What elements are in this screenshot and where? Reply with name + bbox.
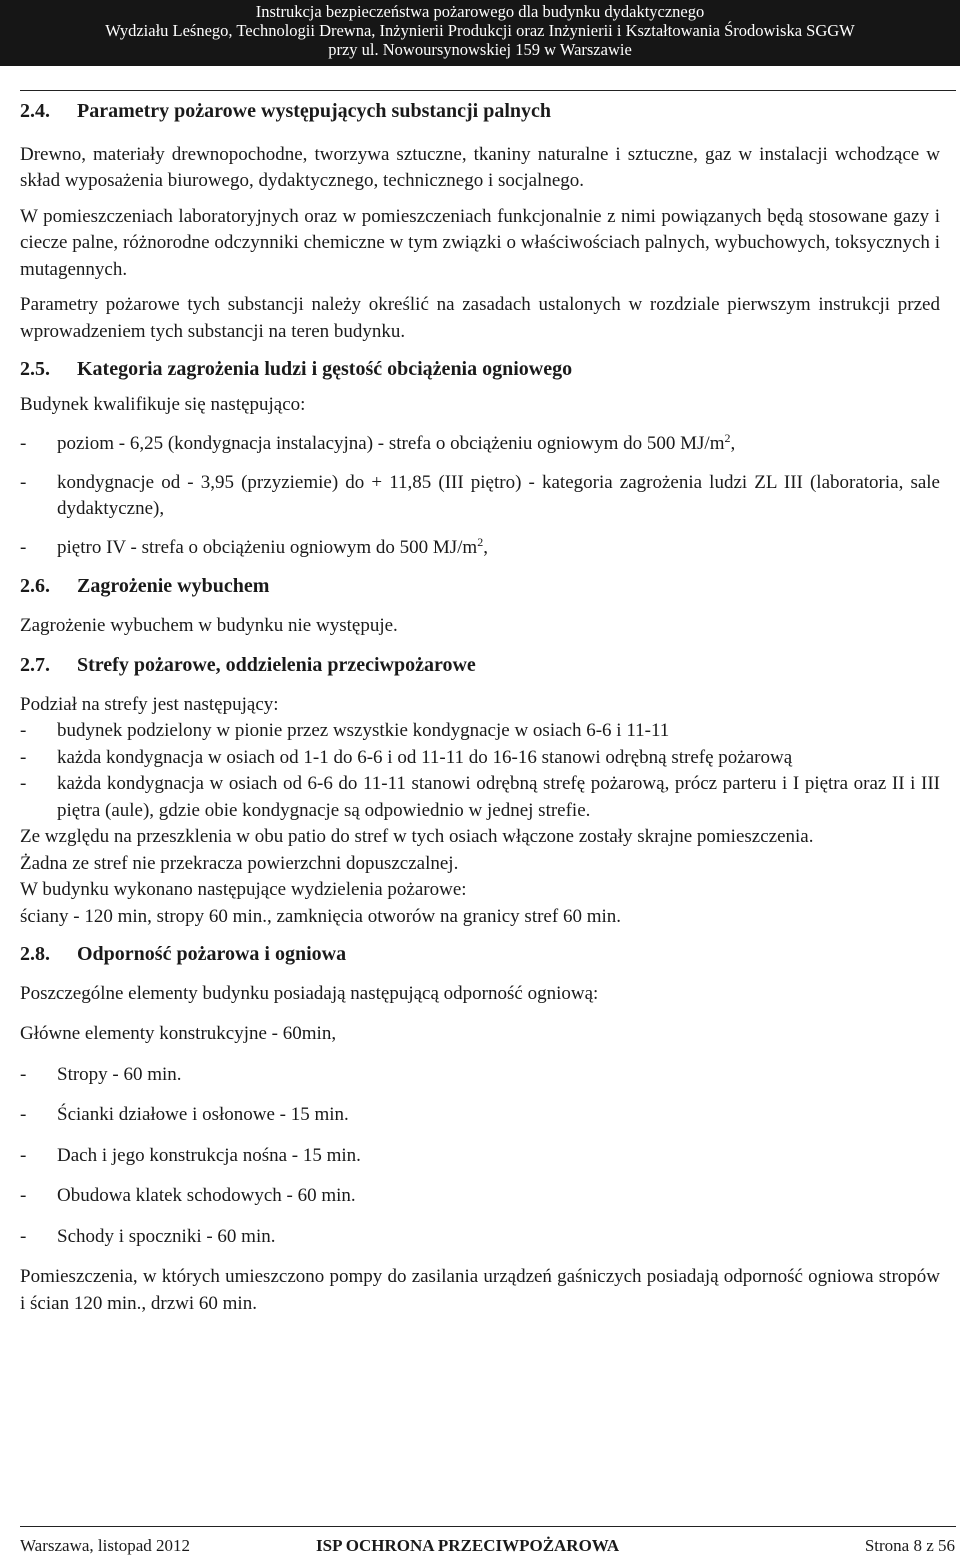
list-item: - Schody i spoczniki - 60 min. — [20, 1225, 276, 1247]
list-item: - budynek podzielony w pionie przez wszystkie kondygnacje w osiach 6-6 i 11-11 — [20, 720, 670, 741]
paragraph-parameters: Parametry pożarowe tych substancji należy określić na zasadach ustalonych w rozdziale pierwszym instrukcji przed wprowadzeniem tych substancji na teren budynku. — [20, 294, 940, 342]
section-heading-2-6: 2.6. Zagrożenie wybuchem — [20, 575, 270, 597]
paragraph-main-elements: Główne elementy konstrukcyjne - 60min, — [20, 1023, 337, 1044]
section-heading-2-4: 2.4. Parametry pożarowe występujących substancji palnych — [20, 100, 552, 122]
footer-date: Warszawa, listopad 2012 — [20, 1536, 190, 1555]
header-line-1: Instrukcja bezpieczeństwa pożarowego dla budynku dydaktycznego — [255, 2, 705, 21]
paragraph-walls: ściany - 120 min, stropy 60 min., zamknięcia otworów na granicy stref 60 min. — [20, 905, 622, 927]
paragraph-explosion: Zagrożenie wybuchem w budynku nie występuje. — [20, 614, 398, 636]
paragraph-area: Żadna ze stref nie przekracza powierzchni dopuszczalnej. — [20, 852, 459, 874]
paragraph-laboratories: W pomieszczeniach laboratoryjnych oraz w pomieszczeniach funkcjonalnie z nimi powiązanych będą stosowane gazy i ciecze palne, różnorodne odczynniki chemiczne w tym związki o właściwościach palnych, wybuchowych, toksycznych i mutagennych. — [20, 205, 940, 280]
list-item: - każda kondygnacja w osiach od 1-1 do 6-6 i od 11-11 do 16-16 stanowi odrębną strefę pożarową — [20, 746, 793, 768]
header-line-3: przy ul. Nowoursynowskiej 159 w Warszawie — [328, 40, 632, 59]
paragraph-resistance-intro: Poszczególne elementy budynku posiadają następującą odporność ogniową: — [20, 982, 599, 1004]
list-item: - Ścianki działowe i osłonowe - 15 min. — [20, 1104, 349, 1125]
paragraph-building-intro: Budynek kwalifikuje się następująco: — [20, 393, 306, 415]
section-heading-2-7: 2.7. Strefy pożarowe, oddzielenia przeciwpożarowe — [20, 654, 476, 676]
header-line-2: Wydziału Leśnego, Technologii Drewna, Inżynierii Produkcji oraz Inżynierii i Kształtowania Środowiska SGGW — [105, 21, 855, 40]
list-item: - każda kondygnacja w osiach od 6-6 do 11-11 stanowi odrębną strefę pożarową, prócz parteru i I piętra oraz II i III piętra (aule), gdzie obie kondygnacje są odpowiednio w jednej strefie. — [20, 773, 940, 821]
footer-page-number: Strona 8 z 56 — [864, 1536, 955, 1555]
paragraph-separations: W budynku wykonano następujące wydzielenia pożarowe: — [20, 879, 467, 900]
footer-rule — [20, 1526, 956, 1527]
list-item: - poziom - 6,25 (kondygnacja instalacyjna) - strefa o obciążeniu ogniowym do 500 $MJ/m^2$, — [20, 431, 736, 454]
section-heading-2-8: 2.8. Odporność pożarowa i ogniowa — [20, 943, 347, 965]
list-item: - Obudowa klatek schodowych - 60 min. — [20, 1185, 356, 1206]
header-rule — [20, 90, 956, 91]
paragraph-materials: Drewno, materiały drewnopochodne, tworzywa sztuczne, tkaniny naturalne i sztuczne, gaz w instalacji wchodzące w skład wyposażenia biurowego, dydaktycznego, technicznego i socjalnego. — [20, 143, 940, 191]
footer-title: ISP OCHRONA PRZECIWPOŻAROWA — [316, 1536, 620, 1555]
paragraph-patio: Ze względu na przeszklenia w obu patio do stref w tych osiach włączone zostały skrajne pomieszczenia. — [20, 826, 814, 847]
paragraph-pumps: Pomieszczenia, w których umieszczono pompy do zasilania urządzeń gaśniczych posiadają odporność ogniowa stropów i ścian 120 min., drzwi 60 min. — [20, 1266, 940, 1314]
document-header — [0, 0, 960, 66]
document-body — [20, 98, 940, 1317]
paragraph-zones-intro: Podział na strefy jest następujący: — [20, 693, 279, 715]
list-item: - Stropy - 60 min. — [20, 1063, 182, 1085]
list-item: - kondygnacje od - 3,95 (przyziemie) do + 11,85 (III piętro) - kategoria zagrożenia ludzi ZL III (laboratoria, sale dydaktyczne), — [20, 471, 940, 519]
list-item: - piętro IV - strefa o obciążeniu ogniowym do 500 $MJ/m^2$, — [20, 534, 488, 558]
list-item: - Dach i jego konstrukcja nośna - 15 min. — [20, 1144, 361, 1166]
section-heading-2-5: 2.5. Kategoria zagrożenia ludzi i gęstość obciążenia ogniowego — [20, 358, 573, 380]
